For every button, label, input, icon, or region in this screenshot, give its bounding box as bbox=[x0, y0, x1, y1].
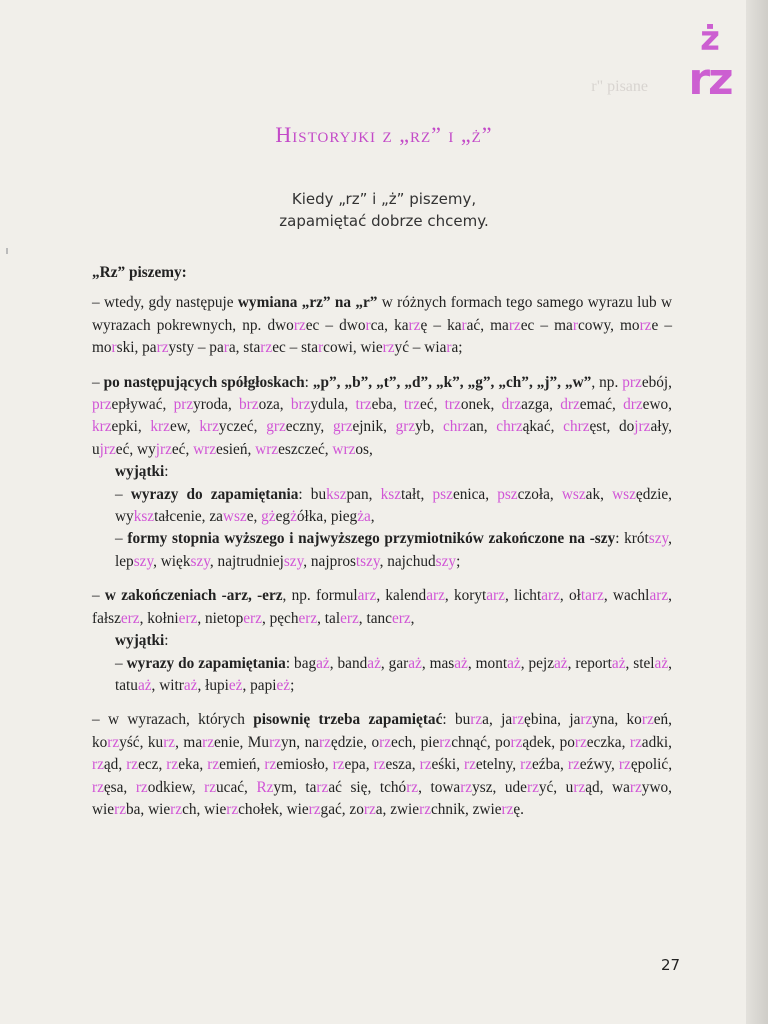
verse bbox=[0, 188, 768, 232]
section-heading: „Rz” piszemy: bbox=[92, 264, 187, 281]
rule-consonants: – po następujących spółgłoskach: „p”, „b”, „t”, „d”, „k”, „g”, „ch”, „j”, „w”, np. przebój, przepływać, przyroda, brzoza, brzydula, trzeba, trzeć, trzonek, drzazga, drzemać, drzewo, krzepki, krzew, krzyczeć, grzeczny, grzejnik, grzyb, chrzan, chrząkać, chrzęst, dojrzały, ujrzeć, wyjrzeć, wrzesień, wrzeszczeć, wrzos, bbox=[92, 373, 672, 458]
exceptions-comparatives: – formy stopnia wyższego i najwyższego przymiotników zakończone na -szy: krótszy, lepszy, większy, najtrudniejszy, najprostszy, najchudszy; bbox=[115, 530, 672, 570]
rule-memorize: – w wyrazach, których pisownię trzeba zapamiętać: burza, jarzębina, jarzyna, korzeń, korzyść, kurz, marzenie, Murzyn, narzędzie, orzech, pierzchnąć, porządek, porzeczka, rzadki, rząd, rzecz, rzeka, rzemień, rzemiosło, rzepa, rzesza, rześki, rzetelny, rzeźba, rzeźwy, rzępolić, rzęsa, rzodkiew, rzucać, Rzym, tarzać się, tchórz, towarzysz, uderzyć, urząd, warzywo, wierzba, wierzch, wierzchołek, wierzgać, zorza, zwierzchnik, zwierzę. bbox=[92, 711, 673, 818]
verse-line-2: zapamiętać dobrze chcemy. bbox=[279, 212, 489, 230]
page-edge bbox=[746, 0, 768, 1024]
rules-content bbox=[92, 262, 672, 821]
badge-rz: rz bbox=[688, 54, 732, 105]
page-title: Historyjki z „rz” i „ż” bbox=[275, 122, 493, 147]
page-number: 27 bbox=[661, 956, 681, 974]
rule-endings: – w zakończeniach -arz, -erz, np. formularz, kalendarz, korytarz, lichtarz, ołtarz, wachlarz, fałszerz, kołnierz, nietoperz, pęcherz, talerz, tancerz, bbox=[92, 587, 672, 627]
exceptions-memorize-2: – wyrazy do zapamiętania: bagaż, bandaż, garaż, masaż, montaż, pejzaż, reportaż, stelaż, tatuaż, witraż, łupież, papież; bbox=[115, 654, 672, 694]
rule-exchange: – wtedy, gdy następuje wymiana „rz” na „r” w różnych formach tego samego wyrazu lub w wyrazach pokrewnych, np. dworzec – dworca, karzę – karać, marzec – marcowy, morze – morski, parzysty – para, starzec – starcowi, wierzyć – wiara; bbox=[92, 294, 673, 357]
corner-badge bbox=[680, 19, 740, 105]
badge-z-dot: ż bbox=[700, 19, 720, 59]
exceptions-label-1: wyjątki: bbox=[115, 463, 169, 481]
verse-line-1: Kiedy „rz” i „ż” piszemy, bbox=[291, 190, 477, 208]
exceptions-label-2: wyjątki: bbox=[115, 632, 169, 650]
bleed-through-text: r" pisane bbox=[591, 78, 648, 95]
exceptions-memorize-1: – wyrazy do zapamiętania: bukszpan, kształt, pszenica, pszczoła, wszak, wszędzie, wykształcenie, zawsze, gżegżółka, piegża, bbox=[115, 485, 672, 526]
scan-mark bbox=[6, 248, 8, 254]
